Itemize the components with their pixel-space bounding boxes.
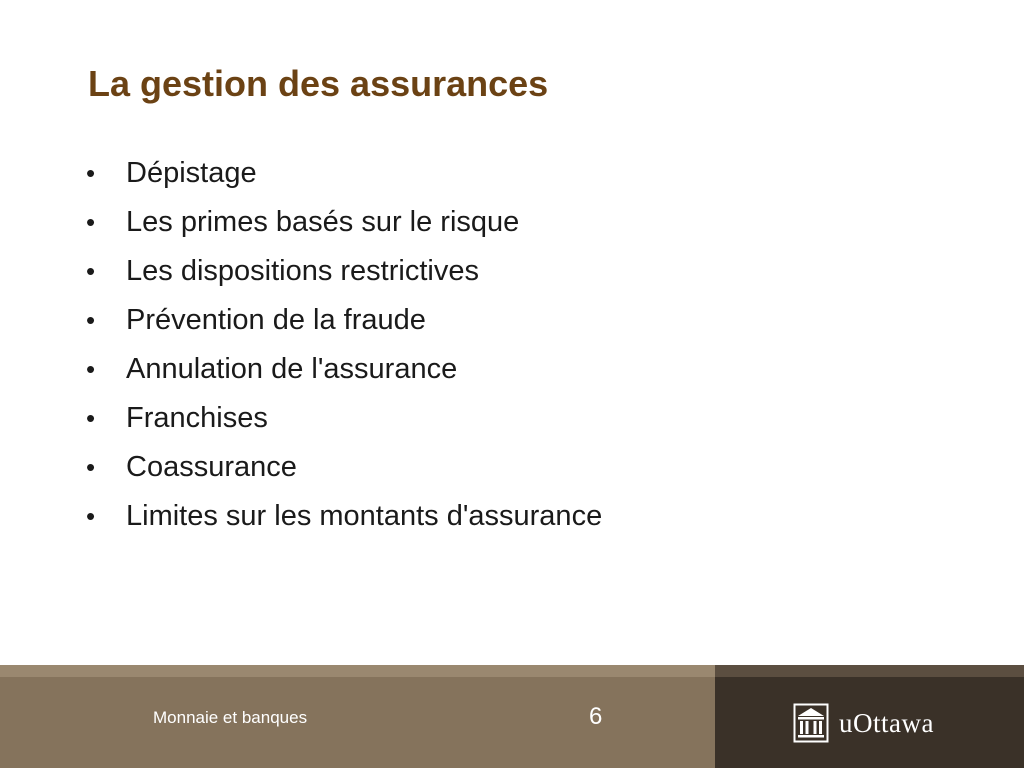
bullet-list <box>84 157 602 549</box>
bullet-icon: • <box>86 403 96 433</box>
footer-left-panel <box>0 665 715 768</box>
footer-right-band <box>715 665 1024 677</box>
footer-course-title: Monnaie et banques <box>153 708 308 727</box>
footer-left-band <box>0 665 715 677</box>
bullet-text: Dépistage <box>126 157 257 189</box>
bullet-icon: • <box>86 305 96 335</box>
slide-title: La gestion des assurances <box>88 63 549 104</box>
list-item <box>84 451 602 500</box>
list-item <box>84 206 602 255</box>
bullet-text: Les primes basés sur le risque <box>126 206 520 238</box>
bullet-icon: • <box>86 452 96 482</box>
bullet-icon: • <box>86 501 96 531</box>
bullet-text: Prévention de la fraude <box>126 304 426 336</box>
bullet-icon: • <box>86 256 96 286</box>
bullet-icon: • <box>86 158 96 188</box>
slide-footer <box>0 665 1024 768</box>
bullet-icon: • <box>86 207 96 237</box>
university-building-icon <box>793 703 829 743</box>
page-number: 6 <box>589 703 603 730</box>
bullet-text: Annulation de l'assurance <box>126 353 458 385</box>
bullet-text: Coassurance <box>126 451 297 483</box>
uottawa-logo <box>793 703 934 743</box>
list-item <box>84 353 602 402</box>
logo-text: uOttawa <box>839 707 934 738</box>
list-item <box>84 402 602 451</box>
list-item <box>84 157 602 206</box>
bullet-text: Les dispositions restrictives <box>126 255 479 287</box>
list-item <box>84 304 602 353</box>
list-item <box>84 500 602 549</box>
bullet-icon: • <box>86 354 96 384</box>
footer-right-panel <box>715 665 1024 768</box>
list-item <box>84 255 602 304</box>
bullet-text: Franchises <box>126 402 268 434</box>
bullet-text: Limites sur les montants d'assurance <box>126 500 603 532</box>
